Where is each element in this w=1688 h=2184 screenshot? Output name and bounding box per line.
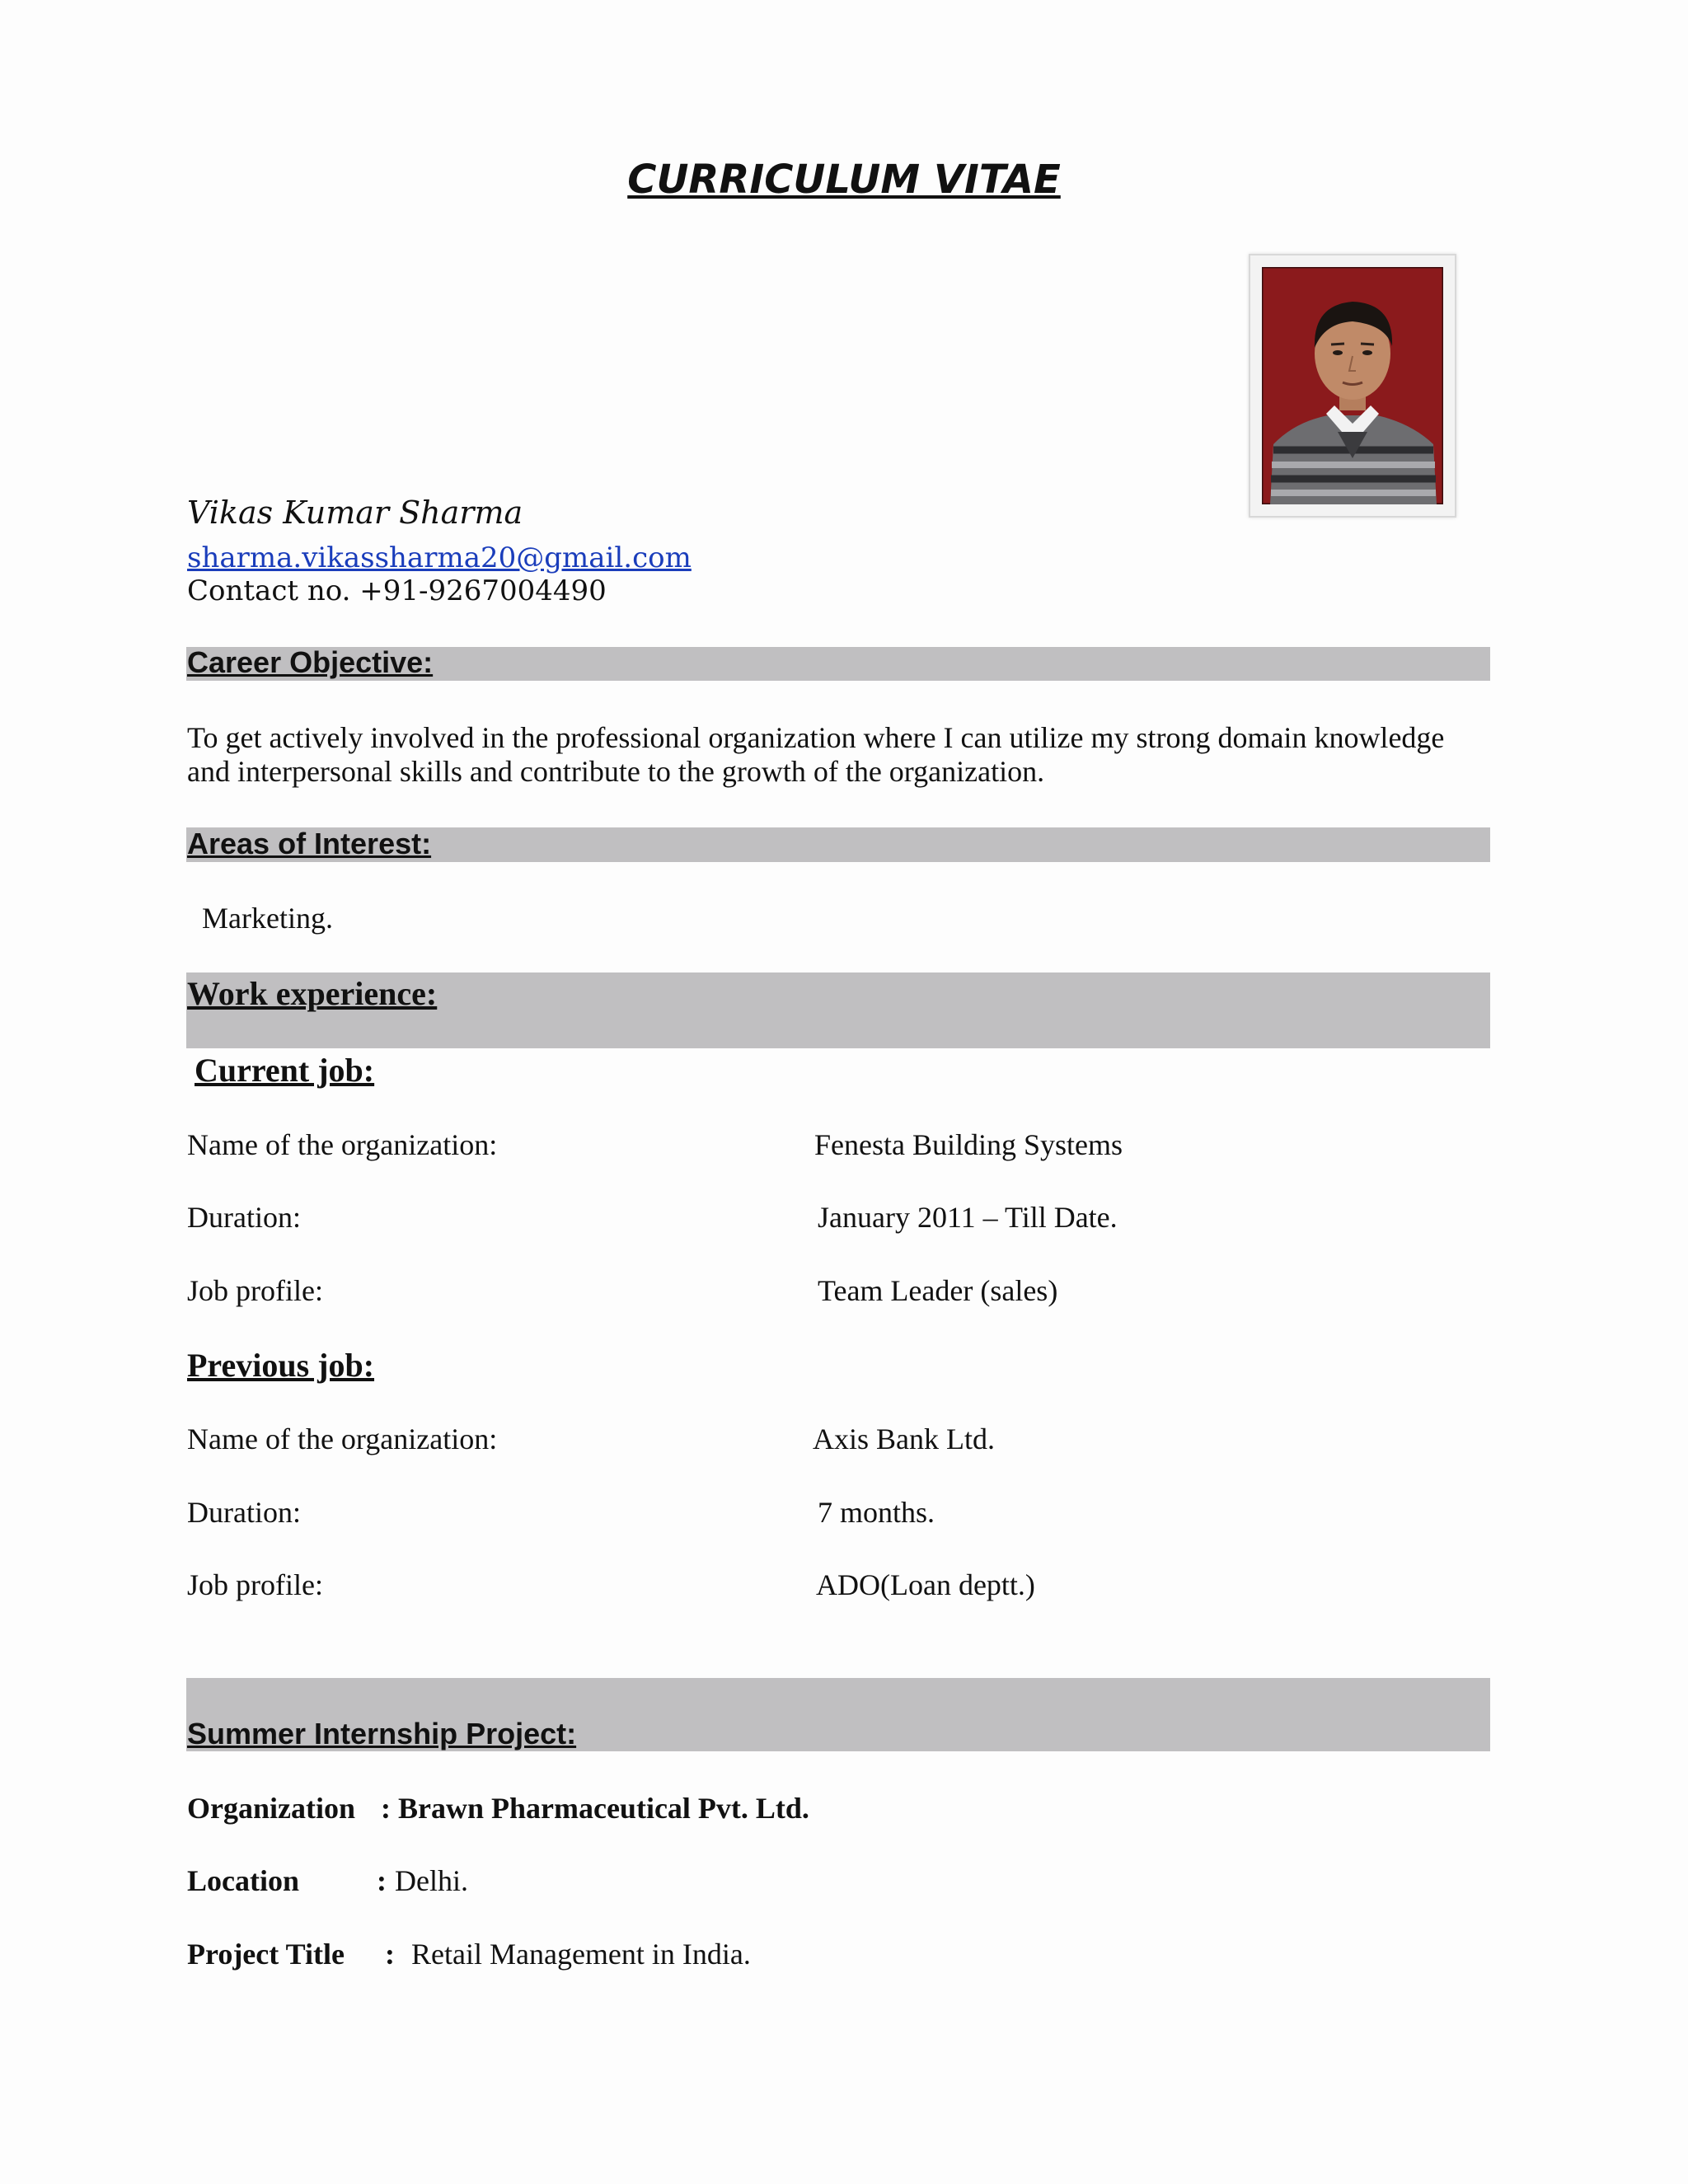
current-job-heading: Current job: <box>195 1052 375 1089</box>
current-duration-label: Duration: <box>187 1201 301 1234</box>
areas-of-interest-heading: Areas of Interest: <box>187 827 432 860</box>
previous-duration-label: Duration: <box>187 1496 301 1529</box>
location-colon: : <box>377 1864 387 1897</box>
work-experience-heading: Work experience: <box>187 975 438 1012</box>
organization-value: : Brawn Pharmaceutical Pvt. Ltd. <box>381 1792 809 1825</box>
previous-org-value: Axis Bank Ltd. <box>813 1422 995 1455</box>
career-objective-heading: Career Objective: <box>187 645 434 679</box>
previous-job-heading: Previous job: <box>187 1347 375 1384</box>
previous-profile-value: ADO(Loan deptt.) <box>816 1568 1035 1601</box>
project-title-colon: : <box>385 1938 395 1971</box>
project-title-label: Project Title <box>187 1938 345 1971</box>
project-title-value: Retail Management in India. <box>411 1938 751 1971</box>
previous-profile-label: Job profile: <box>187 1568 323 1601</box>
current-profile-value: Team Leader (sales) <box>818 1274 1058 1307</box>
areas-of-interest-text: Marketing. <box>202 902 333 935</box>
location-value: Delhi. <box>387 1864 468 1897</box>
career-objective-text-line-1: To get actively involved in the professional organization where I can utilize my strong domain knowledge <box>187 721 1445 754</box>
current-profile-label: Job profile: <box>187 1274 323 1307</box>
email-link[interactable]: sharma.vikassharma20@gmail.com <box>187 541 692 574</box>
current-org-value: Fenesta Building Systems <box>814 1128 1123 1161</box>
organization-label: Organization <box>187 1792 355 1825</box>
internship-heading: Summer Internship Project: <box>187 1717 577 1750</box>
current-duration-value: January 2011 – Till Date. <box>818 1201 1118 1234</box>
current-org-label: Name of the organization: <box>187 1128 498 1161</box>
portrait-image <box>1262 267 1443 504</box>
previous-duration-value: 7 months. <box>818 1496 935 1529</box>
previous-org-label: Name of the organization: <box>187 1422 498 1455</box>
document-title: CURRICULUM VITAE <box>627 157 1061 203</box>
profile-photo <box>1249 254 1456 518</box>
career-objective-text-line-2: and interpersonal skills and contribute to the growth of the organization. <box>187 755 1045 788</box>
contact-number: Contact no. +91-9267004490 <box>187 574 607 607</box>
candidate-name: Vikas Kumar Sharma <box>187 494 523 531</box>
location-label: Location <box>187 1864 300 1897</box>
